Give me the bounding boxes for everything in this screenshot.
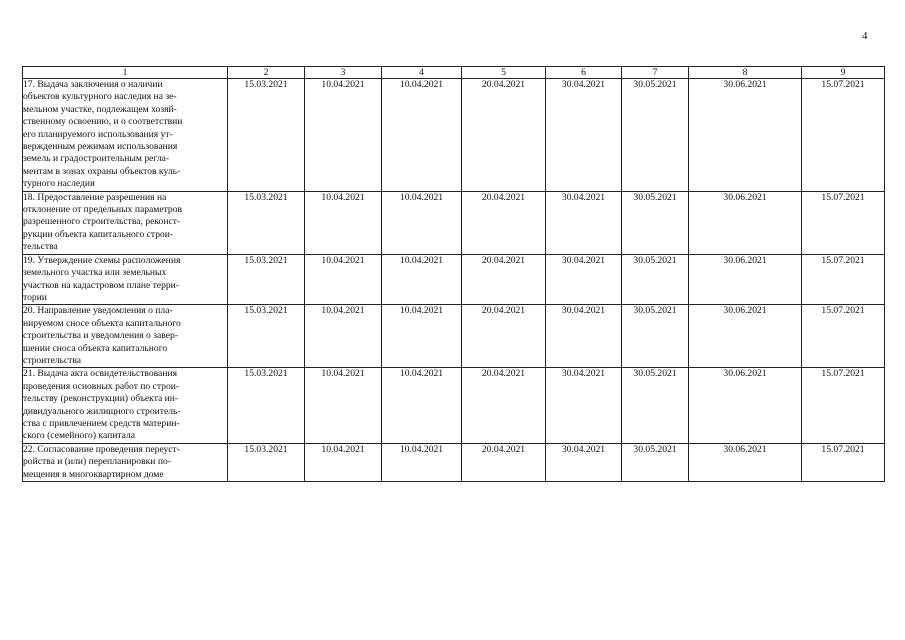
date-cell: 30.06.2021 (689, 443, 802, 481)
date-cell: 10.04.2021 (305, 443, 382, 481)
date-cell: 10.04.2021 (305, 79, 382, 192)
date-cell: 10.04.2021 (382, 368, 462, 443)
date-cell: 10.04.2021 (305, 191, 382, 254)
column-header: 1 (23, 67, 228, 79)
column-header: 4 (382, 67, 462, 79)
service-description-line: ского (семейного) капитала (23, 430, 136, 442)
service-description-line: нируемом сносе объекта капитального (23, 317, 181, 329)
date-cell: 15.03.2021 (228, 368, 305, 443)
service-description-line: вержденным режимам использования (23, 141, 178, 153)
service-description-line: дивидуального жилищного строитель- (23, 405, 181, 417)
column-header: 5 (462, 67, 546, 79)
service-description-cell (23, 305, 228, 368)
table-body (23, 79, 885, 482)
service-description-line: ройства и (или) перепланировки по- (23, 456, 171, 468)
date-cell: 30.05.2021 (622, 254, 689, 305)
date-cell: 15.07.2021 (802, 191, 885, 254)
service-description-line: 17. Выдача заключения о наличии (23, 79, 163, 90)
date-cell: 30.05.2021 (622, 191, 689, 254)
service-description-line: проведения основных работ по строи- (23, 380, 180, 392)
schedule-table (22, 66, 885, 482)
date-cell: 30.06.2021 (689, 254, 802, 305)
date-cell: 10.04.2021 (382, 191, 462, 254)
service-description-line: его планируемого использования ут- (23, 128, 173, 140)
column-header: 9 (802, 67, 885, 79)
service-description-line: 18. Предоставление разрешения на (23, 191, 167, 203)
service-description-cell (23, 79, 228, 192)
date-cell: 30.05.2021 (622, 368, 689, 443)
table-row (23, 254, 885, 305)
column-header: 3 (305, 67, 382, 79)
date-cell: 30.04.2021 (546, 305, 622, 368)
column-header: 6 (546, 67, 622, 79)
service-description-line: строительства и уведомления о завер- (23, 330, 179, 342)
date-cell: 15.07.2021 (802, 254, 885, 305)
column-header: 7 (622, 67, 689, 79)
service-description-cell (23, 191, 228, 254)
service-description-line: 19. Утверждение схемы расположения (23, 254, 181, 266)
table-row (23, 368, 885, 443)
column-header: 2 (228, 67, 305, 79)
date-cell: 10.04.2021 (382, 79, 462, 192)
date-cell: 15.03.2021 (228, 191, 305, 254)
date-cell: 30.05.2021 (622, 79, 689, 192)
date-cell: 15.07.2021 (802, 305, 885, 368)
date-cell: 15.07.2021 (802, 368, 885, 443)
date-cell: 30.04.2021 (546, 443, 622, 481)
service-description-line: 22. Согласование проведения переуст- (23, 443, 180, 455)
date-cell: 30.06.2021 (689, 79, 802, 192)
service-description-line: мельном участке, подлежащем хозяй- (23, 103, 177, 115)
service-description-line: земельного участка или земельных (23, 267, 167, 279)
service-description-cell (23, 254, 228, 305)
table-row (23, 191, 885, 254)
date-cell: 15.03.2021 (228, 443, 305, 481)
date-cell: 30.04.2021 (546, 79, 622, 192)
date-cell: 30.06.2021 (689, 305, 802, 368)
date-cell: 30.06.2021 (689, 368, 802, 443)
service-description-line: шении сноса объекта капитального (23, 342, 168, 354)
table-row (23, 79, 885, 192)
date-cell: 30.06.2021 (689, 191, 802, 254)
date-cell: 10.04.2021 (382, 305, 462, 368)
date-cell: 30.05.2021 (622, 305, 689, 368)
service-description-line: рукции объекта капитального строи- (23, 228, 174, 240)
service-description-line: турного наследия (23, 178, 95, 190)
service-description-line: 21. Выдача акта освидетельствования (23, 368, 177, 380)
date-cell: 30.04.2021 (546, 191, 622, 254)
date-cell: 20.04.2021 (462, 254, 546, 305)
service-description-line: ства с привлечением средств материн- (23, 417, 180, 429)
date-cell: 10.04.2021 (305, 254, 382, 305)
service-description-line: строительства (23, 354, 82, 366)
service-description-cell (23, 443, 228, 481)
table-row (23, 305, 885, 368)
date-cell: 10.04.2021 (305, 305, 382, 368)
header-row (23, 67, 885, 79)
date-cell: 15.03.2021 (228, 305, 305, 368)
service-description-line: 20. Направление уведомления о пла- (23, 305, 173, 317)
date-cell: 20.04.2021 (462, 368, 546, 443)
date-cell: 10.04.2021 (305, 368, 382, 443)
date-cell: 20.04.2021 (462, 305, 546, 368)
date-cell: 20.04.2021 (462, 443, 546, 481)
service-description-line: ственному освоению, и о соответствии (23, 116, 183, 128)
column-header: 8 (689, 67, 802, 79)
date-cell: 15.03.2021 (228, 79, 305, 192)
date-cell: 30.04.2021 (546, 254, 622, 305)
date-cell: 15.07.2021 (802, 443, 885, 481)
service-description-cell (23, 368, 228, 443)
service-description-line: тельству (реконструкции) объекта ин- (23, 393, 179, 405)
service-description-line: разрешенного строительства, реконст- (23, 216, 181, 228)
page-number: 4 (862, 30, 868, 42)
service-description-line: тории (23, 291, 47, 303)
service-description-line: отклонение от предельных параметров (23, 204, 183, 216)
date-cell: 30.05.2021 (622, 443, 689, 481)
service-description-line: тельства (23, 241, 58, 253)
date-cell: 20.04.2021 (462, 191, 546, 254)
service-description-line: земель и градостроительным регла- (23, 153, 170, 165)
service-description-line: участков на кадастровом плане терри- (23, 279, 179, 291)
date-cell: 15.07.2021 (802, 79, 885, 192)
service-description-line: ментам в зонах охраны объектов куль- (23, 165, 181, 177)
service-description-line: объектов культурного наследия на зе- (23, 91, 177, 103)
date-cell: 10.04.2021 (382, 443, 462, 481)
date-cell: 10.04.2021 (382, 254, 462, 305)
date-cell: 15.03.2021 (228, 254, 305, 305)
date-cell: 20.04.2021 (462, 79, 546, 192)
date-cell: 30.04.2021 (546, 368, 622, 443)
table-row (23, 443, 885, 481)
service-description-line: мещения в многоквартирном доме (23, 468, 164, 480)
